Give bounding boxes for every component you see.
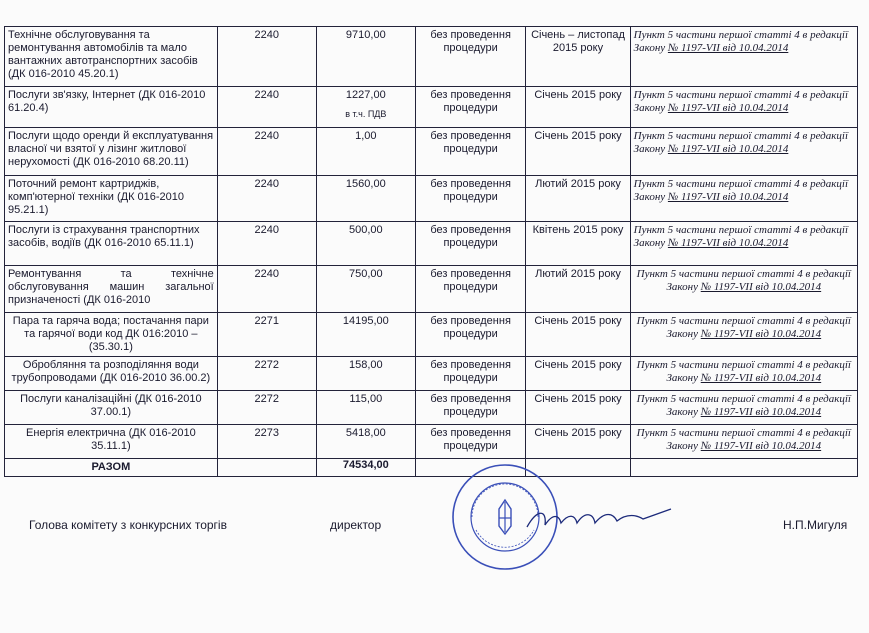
- total-row: [5, 459, 858, 477]
- item-name: Пара та гаряча вода; постачання пари та гарячої води код ДК 016:2010 – (35.30.1): [5, 313, 218, 357]
- item-name: Поточний ремонт картриджів, комп'ютерної техніки (ДК 016-2010 95.21.1): [5, 176, 218, 222]
- signatory-position: Голова комітету з конкурсних торгів: [29, 518, 227, 532]
- term: Січень – листопад 2015 року: [526, 27, 630, 87]
- legal-basis: Пункт 5 частини першої статті 4 в редакції Закону № 1197-VII від 10.04.2014: [630, 357, 857, 391]
- table-row: [5, 176, 858, 222]
- term: Лютий 2015 року: [526, 176, 630, 222]
- legal-basis: Пункт 5 частини першої статті 4 в редакції Закону № 1197-VII від 10.04.2014: [630, 128, 857, 176]
- item-name: Енергія електрична (ДК 016-2010 35.11.1): [5, 425, 218, 459]
- term: Січень 2015 року: [526, 128, 630, 176]
- amount: 14195,00: [316, 313, 415, 357]
- table-row: [5, 425, 858, 459]
- item-name: Технічне обслуговування та ремонтування автомобілів та мало вантажних автотранспортних засобів (ДК 016-2010 45.20.1): [5, 27, 218, 87]
- legal-basis: Пункт 5 частини першої статті 4 в редакції Закону № 1197-VII від 10.04.2014: [630, 313, 857, 357]
- table-row: [5, 357, 858, 391]
- amount: 115,00: [316, 391, 415, 425]
- amount: 1,00: [316, 128, 415, 176]
- amount: 500,00: [316, 222, 415, 266]
- item-name: Ремонтування та технічне обслуговування машин загальної призначеності (ДК 016-2010: [5, 266, 218, 313]
- procedure: без проведення процедури: [415, 176, 526, 222]
- signatory-title: директор: [330, 518, 382, 532]
- amount: 750,00: [316, 266, 415, 313]
- legal-basis: Пункт 5 частини першої статті 4 в редакції Закону № 1197-VII від 10.04.2014: [630, 391, 857, 425]
- term: Січень 2015 року: [526, 313, 630, 357]
- kekv-code: 2240: [217, 87, 316, 128]
- amount: 1227,00 в т.ч. ПДВ: [316, 87, 415, 128]
- vat-note: в т.ч. ПДВ: [345, 109, 387, 119]
- legal-basis: Пункт 5 частини першої статті 4 в редакції Закону № 1197-VII від 10.04.2014: [630, 87, 857, 128]
- table-row: [5, 266, 858, 313]
- procedure: без проведення процедури: [415, 313, 526, 357]
- legal-basis: Пункт 5 частини першої статті 4 в редакції Закону № 1197-VII від 10.04.2014: [630, 266, 857, 313]
- item-name: Послуги зв'язку, Інтернет (ДК 016-2010 61.20.4): [5, 87, 218, 128]
- table-row: [5, 27, 858, 87]
- procedure: без проведення процедури: [415, 357, 526, 391]
- signatory-name: Н.П.Мигуля: [783, 518, 848, 532]
- procedure: без проведення процедури: [415, 425, 526, 459]
- term: Лютий 2015 року: [526, 266, 630, 313]
- amount: 9710,00: [316, 27, 415, 87]
- procurement-table: [4, 26, 858, 477]
- kekv-code: 2271: [217, 313, 316, 357]
- legal-basis: Пункт 5 частини першої статті 4 в редакції Закону № 1197-VII від 10.04.2014: [630, 222, 857, 266]
- table-row: [5, 87, 858, 128]
- legal-basis: Пункт 5 частини першої статті 4 в редакції Закону № 1197-VII від 10.04.2014: [630, 27, 857, 87]
- kekv-code: 2240: [217, 128, 316, 176]
- term: Січень 2015 року: [526, 87, 630, 128]
- amount: 5418,00: [316, 425, 415, 459]
- item-name: Послуги щодо оренди й експлуатування власної чи взятої у лізинг житлової нерухомості (ДК 016-2010 68.20.11): [5, 128, 218, 176]
- procedure: без проведення процедури: [415, 128, 526, 176]
- total-amount: 74534,00: [316, 459, 415, 477]
- table-row: [5, 391, 858, 425]
- kekv-code: 2240: [217, 222, 316, 266]
- kekv-code: 2240: [217, 176, 316, 222]
- procedure: без проведення процедури: [415, 266, 526, 313]
- table-row: [5, 128, 858, 176]
- kekv-code: 2240: [217, 266, 316, 313]
- kekv-code: 2240: [217, 27, 316, 87]
- table-row: [5, 222, 858, 266]
- procedure: без проведення процедури: [415, 391, 526, 425]
- procedure: без проведення процедури: [415, 87, 526, 128]
- amount: 158,00: [316, 357, 415, 391]
- item-name: Послуги каналізаційні (ДК 016-2010 37.00.1): [5, 391, 218, 425]
- kekv-code: 2273: [217, 425, 316, 459]
- table-row: [5, 313, 858, 357]
- term: Січень 2015 року: [526, 425, 630, 459]
- procedure: без проведення процедури: [415, 222, 526, 266]
- term: Січень 2015 року: [526, 357, 630, 391]
- kekv-code: 2272: [217, 357, 316, 391]
- term: Квітень 2015 року: [526, 222, 630, 266]
- term: Січень 2015 року: [526, 391, 630, 425]
- item-name: Послуги із страхування транспортних засобів, водіїв (ДК 016-2010 65.11.1): [5, 222, 218, 266]
- signature-scribble: [525, 505, 675, 535]
- total-label: РАЗОМ: [5, 459, 218, 477]
- legal-basis: Пункт 5 частини першої статті 4 в редакції Закону № 1197-VII від 10.04.2014: [630, 425, 857, 459]
- procedure: без проведення процедури: [415, 27, 526, 87]
- amount: 1560,00: [316, 176, 415, 222]
- kekv-code: 2272: [217, 391, 316, 425]
- legal-basis: Пункт 5 частини першої статті 4 в редакції Закону № 1197-VII від 10.04.2014: [630, 176, 857, 222]
- item-name: Обробляння та розподіляння води трубопроводами (ДК 016-2010 36.00.2): [5, 357, 218, 391]
